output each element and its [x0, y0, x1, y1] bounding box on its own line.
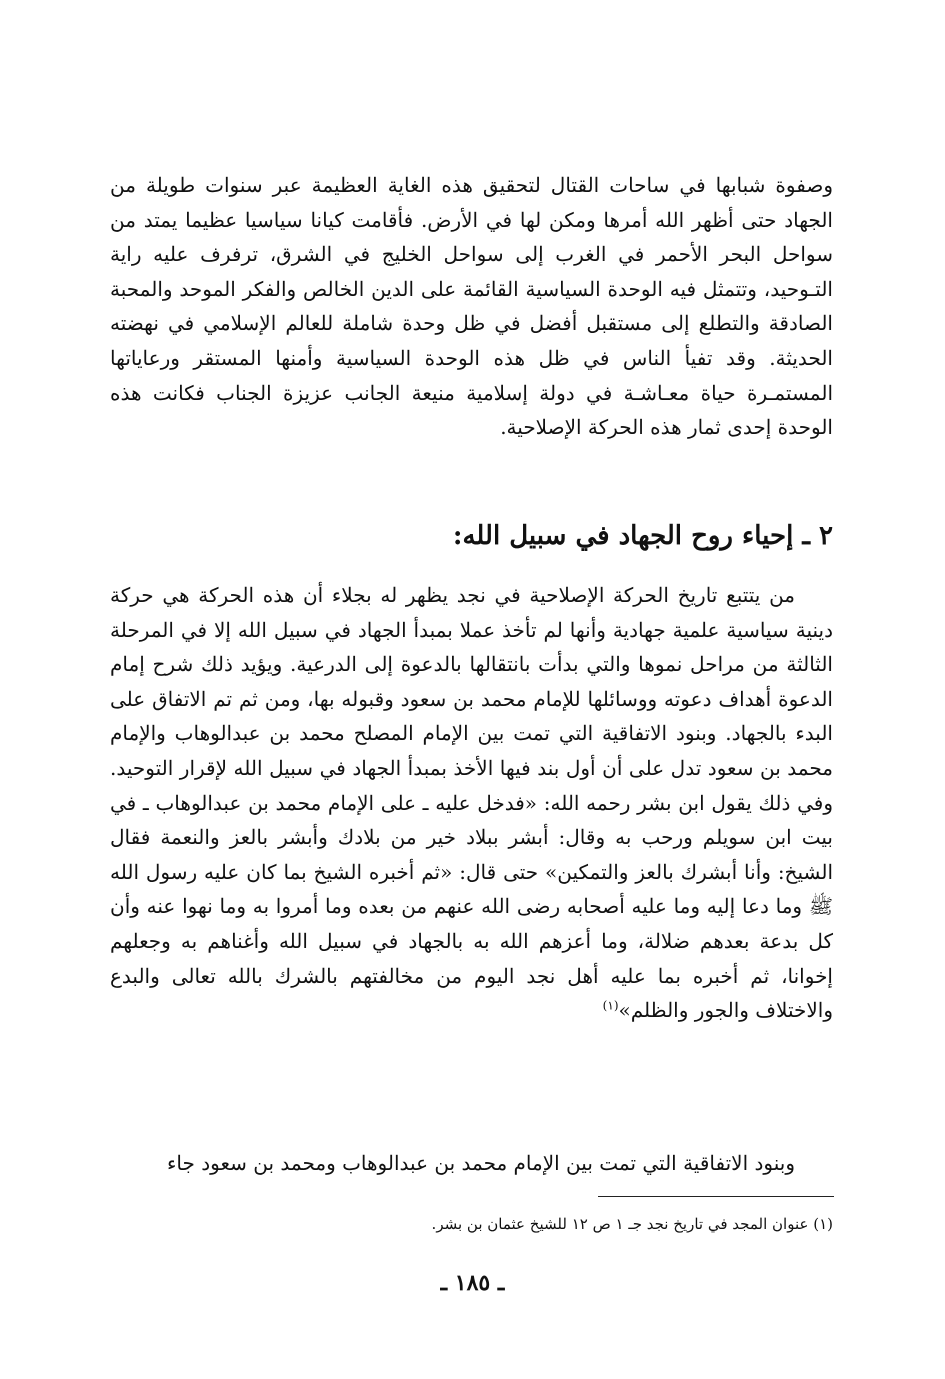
paragraph-unity-outcome: وصفوة شبابها في ساحات القتال لتحقيق هذه الغاية العظيمة عبر سنوات طويلة من الجهاد حتى أظهر الله أمرها ومكن لها في الأرض. فأقامت كيانا سياسيا عظيما يمتد من سواحل البحر الأحمر في الغرب إلى سواحل الخليج في الشرق، ترفرف عليه راية التـوحيد، وتتمثل فيه الوحدة السياسية القائمة على الدين الخالص والفكر الموحد والمحبة الصادقة والتطلع إلى مستقبل أفضل في ظل وحدة شاملة للعالم الإسلامي في نهضته الحديثة. وقد تفيأ الناس في ظل هذه الوحدة السياسية وأمنها المستقر ورعاياتها المستمـرة حياة معـاشـة في دولة إسلامية منيعة الجانب عزيزة الجناب فكانت هذه الوحدة إحدى ثمار هذه الحركة الإصلاحية. [110, 173, 833, 440]
footnote-divider [598, 1196, 834, 1197]
footnote-text: (١) عنوان المجد في تاريخ نجد جـ ١ ص ١٢ للشيخ عثمان بن بشر. [431, 1215, 833, 1233]
section-heading-jihad: ٢ ـ إحياء روح الجهاد في سبيل الله: [452, 521, 833, 551]
footnote-reference: (١) [602, 998, 619, 1013]
paragraph-jihad-history [110, 578, 833, 1028]
page-number: ـ ١٨٥ ـ [440, 1270, 505, 1296]
paragraph-agreement-terms: وبنود الاتفاقية التي تمت بين الإمام محمد بن عبدالوهاب ومحمد بن سعود جاء [167, 1151, 795, 1175]
paragraph-jihad-history-text: من يتتبع تاريخ الحركة الإصلاحية في نجد يظهر له بجلاء أن هذه الحركة هي حركة دينية سياسية علمية جهادية وأنها لم تأخذ عملا بمبدأ الجهاد في سبيل الله إلا في المرحلة الثالثة من مراحل نموها والتي بدأت بانتقالها بالدعوة إلى الدرعية. ويؤيد ذلك شرح إمام الدعوة أهداف دعوته ووسائلها للإمام محمد بن سعود وقبوله بها، ومن ثم تم الاتفاق على البدء بالجهاد. وبنود الاتفاقية التي تمت بين الإمام المصلح محمد بن عبدالوهاب والإمام محمد بن سعود تدل على أن أول بند فيها الأخذ بمبدأ الجهاد في سبيل الله لإقرار التوحيد. وفي ذلك يقول ابن بشر رحمه الله: «فدخل عليه ـ على الإمام محمد بن عبدالوهاب ـ في بيت ابن سويلم ورحب به وقال: أبشر ببلاد خير من بلادك وأبشر بالعز والنعمة فقال الشيخ: وأنا أبشرك بالعز والتمكين» حتى قال: «ثم أخبره الشيخ بما كان عليه رسول الله ﷺ وما دعا إليه وما عليه أصحابه رضى الله عنهم من بعده وما أمروا به وما نهوا عنه وأن كل بدعة بعدهم ضلالة، وما أعزهم الله به بالجهاد في سبيل الله وأغناهم به وجعلهم إخوانا، ثم أخبره بما عليه أهل نجد اليوم من مخالفتهم بالشرك بالله تعالى والبدع والاختلاف والجور والظلم» [110, 583, 833, 1023]
